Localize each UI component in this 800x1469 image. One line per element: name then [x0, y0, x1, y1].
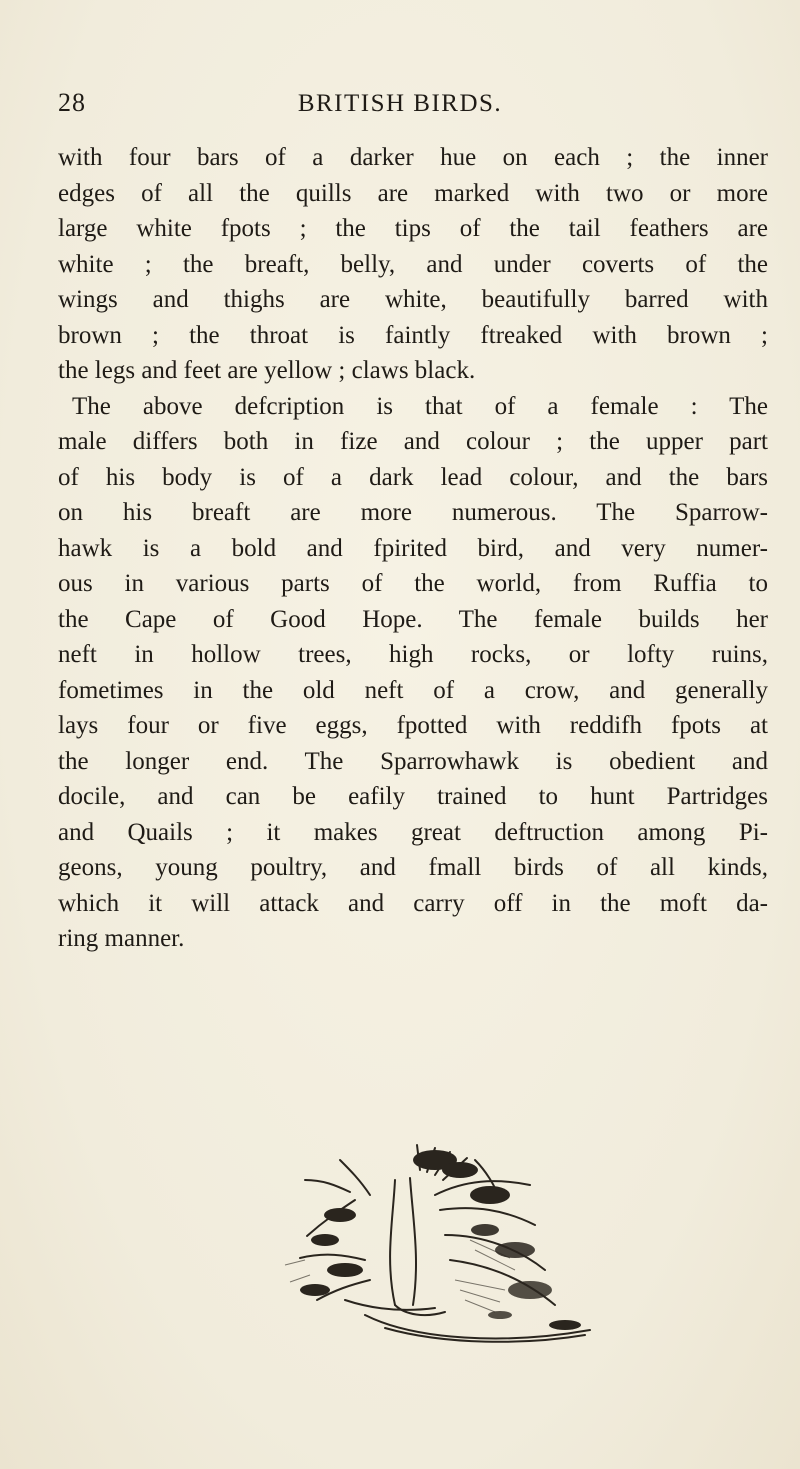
text-line: brown ; the throat is faintly ftreaked with brown ; [58, 321, 768, 349]
text-line: neft in hollow trees, high rocks, or lofty ruins, [58, 641, 768, 668]
text-line: of his body is of a dark lead colour, and the bars [58, 463, 768, 491]
text-line: large white fpots ; the tips of the tail feathers are [58, 215, 768, 242]
text-line: wings and thighs are white, beautifully barred with [58, 286, 768, 313]
text-line: on his breaft are more numerous. The Sparrow- [58, 499, 768, 526]
text-line: lays four or five eggs, fpotted with reddifh fpots at [58, 712, 768, 739]
text-line: and Quails ; it makes great deftruction among Pi- [58, 818, 768, 846]
text-line: the Cape of Good Hope. The female builds her [58, 605, 768, 633]
body-paragraph [58, 140, 768, 957]
text-line: the legs and feet are yellow ; claws black. [58, 357, 476, 384]
text-line: ring manner. [58, 925, 185, 952]
tailpiece-foliage-engraving-icon [245, 1140, 625, 1350]
text-line: edges of all the quills are marked with two or more [58, 179, 768, 207]
text-line: docile, and can be eafily trained to hunt Partridges [58, 783, 768, 810]
text-line: male differs both in fize and colour ; the upper part [58, 428, 768, 455]
running-head: BRITISH BIRDS. [297, 90, 503, 117]
text-line: the longer end. The Sparrowhawk is obedient and [58, 747, 768, 775]
text-line: which it will attack and carry off in the moft da- [58, 889, 768, 917]
text-line: white ; the breaft, belly, and under coverts of the [58, 250, 768, 278]
text-line: fometimes in the old neft of a crow, and generally [58, 676, 768, 704]
text-line: The above defcription is that of a female : The [72, 392, 768, 420]
text-line: hawk is a bold and fpirited bird, and very numer- [58, 534, 768, 562]
text-line: ous in various parts of the world, from Ruffia to [58, 570, 768, 597]
page-number: 28 [58, 88, 86, 117]
text-line: geons, young poultry, and fmall birds of all kinds, [58, 854, 768, 881]
text-line: with four bars of a darker hue on each ; the inner [58, 144, 768, 171]
page-header [0, 88, 800, 128]
